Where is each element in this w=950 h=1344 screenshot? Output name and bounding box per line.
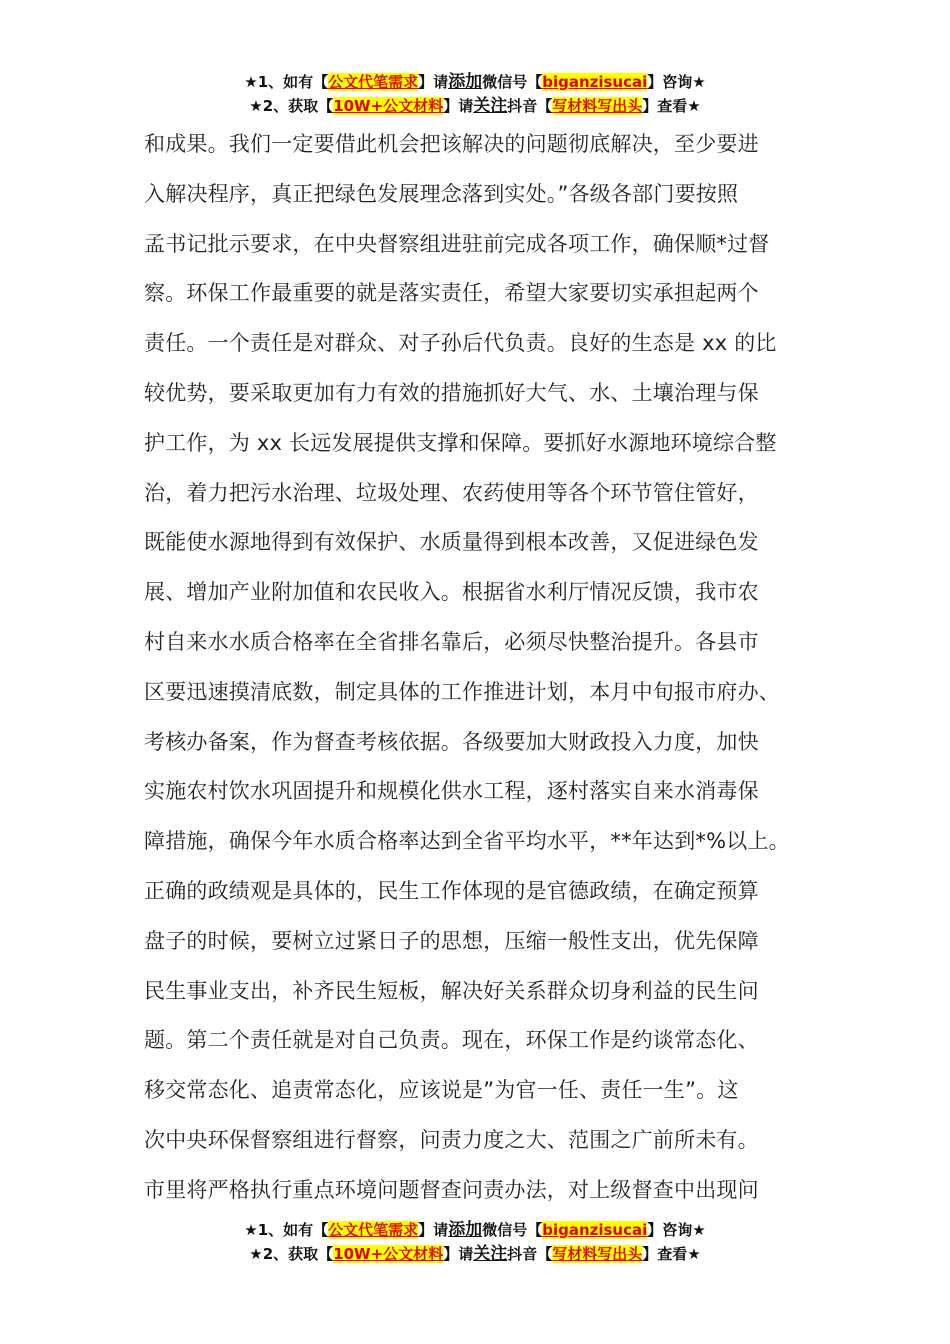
banner-text: 】查看★ [642, 1245, 701, 1263]
banner-text: 】请 [443, 97, 474, 115]
text-line: 次中央环保督察组进行督察，问责力度之大、范围之广前所未有。 [144, 1127, 759, 1152]
footer-ad-banner [0, 1218, 950, 1266]
banner-underline: 关注 [473, 96, 508, 116]
banner-text: 】请 [418, 73, 449, 91]
text-line: 障措施，确保今年水质合格率达到全省平均水平，**年达到*%以上。 [144, 829, 790, 854]
text-line: 实施农村饮水巩固提升和规模化供水工程，逐村落实自来水消毒保 [144, 779, 759, 804]
banner-line-1 [0, 1218, 950, 1242]
text-line: 护工作，为 xx 长远发展提供支撑和保障。要抓好水源地环境综合整 [144, 430, 777, 455]
text-line: 治，着力把污水治理、垃圾处理、农药使用等各个环节管住管好， [144, 480, 759, 505]
banner-text: 抖音【 [507, 97, 553, 115]
banner-highlight: 公文代笔需求 [328, 73, 419, 91]
text-line: 孟书记批示要求，在中央督察组进驻前完成各项工作，确保顺*过督 [144, 231, 770, 256]
banner-highlight: biganzisucai [542, 73, 648, 91]
text-line: 村自来水水质合格率在全省排名靠后，必须尽快整治提升。各县市 [144, 629, 759, 654]
header-ad-banner [0, 70, 950, 118]
banner-line-1 [0, 70, 950, 94]
text-line: 和成果。我们一定要借此机会把该解决的问题彻底解决，至少要进 [144, 132, 759, 156]
banner-text: 】请 [418, 1221, 449, 1239]
text-line: 入解决程序，真正把绿色发展理念落到实处。”各级各部门要按照 [144, 181, 739, 206]
banner-highlight: 10W+公文材料 [333, 97, 444, 115]
text-line: 既能使水源地得到有效保护、水质量得到根本改善，又促进绿色发 [144, 530, 759, 555]
text-line: 察。环保工作最重要的就是落实责任，希望大家要切实承担起两个 [144, 281, 759, 306]
banner-underline: 添加 [448, 1220, 483, 1240]
text-line: 考核办备案，作为督查考核依据。各级要加大财政投入力度，加快 [144, 729, 759, 754]
banner-text: 微信号【 [482, 73, 543, 91]
banner-text: 】请 [443, 1245, 474, 1263]
text-line: 责任。一个责任是对群众、对子孙后代负责。良好的生态是 xx 的比 [144, 331, 777, 356]
banner-text: 】咨询★ [647, 1221, 706, 1239]
banner-highlight: 公文代笔需求 [328, 1221, 419, 1239]
text-line: 区要迅速摸清底数，制定具体的工作推进计划，本月中旬报市府办、 [144, 679, 780, 704]
banner-highlight: 写材料写出头 [552, 1245, 643, 1263]
banner-text: 】咨询★ [647, 73, 706, 91]
text-line: 较优势，要采取更加有力有效的措施抓好大气、水、土壤治理与保 [144, 380, 759, 405]
banner-text: ★1、如有【 [244, 1221, 329, 1239]
text-line: 正确的政绩观是具体的，民生工作体现的是官德政绩，在确定预算 [144, 878, 759, 903]
text-line: 市里将严格执行重点环境问题督查问责办法，对上级督查中出现问 [144, 1177, 759, 1202]
banner-text: ★2、获取【 [249, 97, 334, 115]
document-body [144, 120, 844, 1216]
banner-highlight: biganzisucai [542, 1221, 648, 1239]
banner-highlight: 写材料写出头 [552, 97, 643, 115]
text-line: 展、增加产业附加值和农民收入。根据省水利厅情况反馈，我市农 [144, 580, 759, 605]
banner-text: ★2、获取【 [249, 1245, 334, 1263]
banner-line-2 [0, 1242, 950, 1266]
text-line: 移交常态化、追责常态化，应该说是”为官一任、责任一生”。这 [144, 1078, 739, 1103]
banner-text: 抖音【 [507, 1245, 553, 1263]
text-line: 题。第二个责任就是对自己负责。现在，环保工作是约谈常态化、 [144, 1028, 759, 1053]
banner-text: 】查看★ [642, 97, 701, 115]
text-line: 民生事业支出，补齐民生短板，解决好关系群众切身利益的民生问 [144, 978, 759, 1003]
banner-highlight: 10W+公文材料 [333, 1245, 444, 1263]
banner-underline: 关注 [473, 1244, 508, 1264]
banner-underline: 添加 [448, 72, 483, 92]
banner-line-2 [0, 94, 950, 118]
text-line: 盘子的时候，要树立过紧日子的思想，压缩一般性支出，优先保障 [144, 928, 759, 953]
banner-text: ★1、如有【 [244, 73, 329, 91]
banner-text: 微信号【 [482, 1221, 543, 1239]
